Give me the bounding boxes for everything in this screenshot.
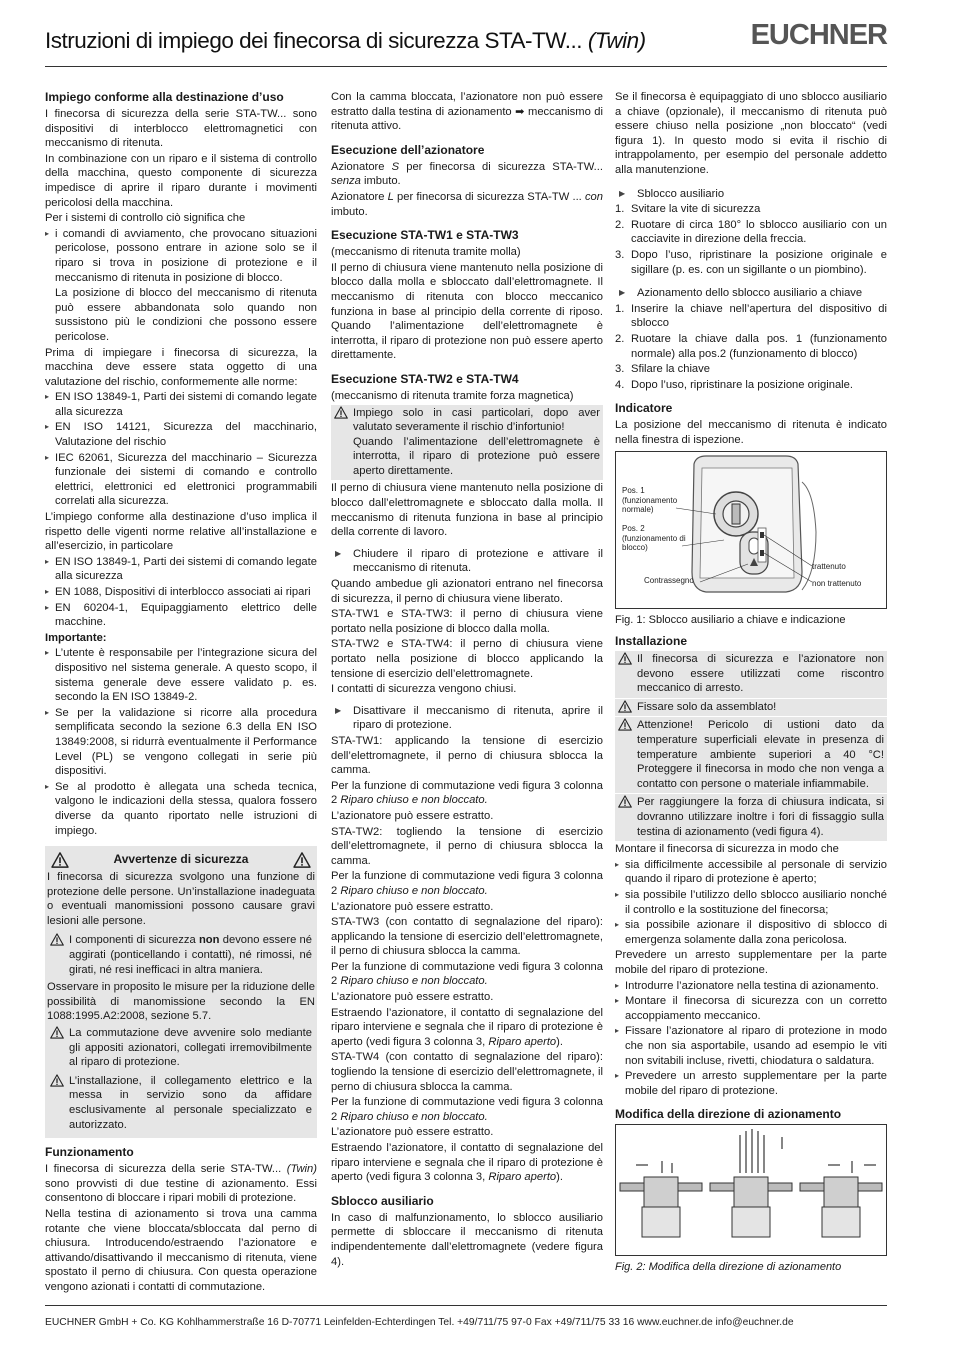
numbered-item: 3. Dopo l’uso, ripristinare la posizione originale e sigillare (p. es. con un sigillante o un piombino). [615, 248, 887, 276]
bullet-item: ▸ EN 60204-1, Equipaggiamento elettrico delle macchine. [45, 601, 317, 630]
paragraph: Per la funzione di commutazione vedi figura 3 colonna 2 Riparo chiuso e non bloccato. [331, 779, 603, 807]
warning-item: La commutazione deve avvenire solo mediante gli appositi azionatori, collegati irremovibilmente al riparo di protezione. [47, 1025, 315, 1072]
warning-icon [618, 652, 632, 665]
bullet-item: ▸ EN ISO 13849-1, Parti dei sistemi di comando legate alla sicurezza [45, 555, 317, 584]
actuation-direction-illustration [616, 1125, 886, 1255]
pos2-label: Pos. 2 (funzionamento di blocco) [622, 524, 686, 553]
safety-warnings-heading: Avvertenze di sicurezza [47, 848, 315, 870]
numbered-item: 2. Ruotare la chiave dalla pos. 1 (funzionamento normale) alla pos.2 (funzionamento di blocco) [615, 332, 887, 360]
bullet-item: ▸ IEC 62061, Sicurezza del macchinario – Sicurezza funzionale dei sistemi di comando e controllo elettrici, elettronici ed elettronici programmabili correlati alla sicurezza. [45, 451, 317, 509]
action-item: ▶ Disattivare il meccanismo di ritenuta, aprire il riparo di protezione. [331, 704, 603, 733]
contrassegno-label: Contrassegno [644, 576, 694, 586]
heading-indicatore: Indicatore [615, 401, 673, 416]
warning-item: Attenzione! Pericolo di ustioni dato da temperature superficiali elevate in presenza di temperature ambiente superiori a 40 °C! Proteggere il finecorsa in modo che non venga a contatto con persone o materiale infiammabile. [615, 717, 887, 793]
warning-icon [50, 1074, 64, 1087]
paragraph: STA-TW3 (con contatto di segnalazione del riparo): applicando la tensione di esercizio dell’elettromagnete, il perno di chiusura sblocca la camma. [331, 916, 603, 958]
safety-warnings-box [45, 846, 317, 1138]
warning-item: Fissare solo da assemblato! [615, 699, 887, 717]
heading-esecuzione-azionatore: Esecuzione dell’azionatore [331, 142, 485, 157]
paragraph: Azionatore L per finecorsa di sicurezza STA-TW ... con imbuto. [331, 190, 603, 218]
non-trattenuto-label: non trattenuto [812, 579, 862, 589]
paragraph: Il perno di chiusura viene mantenuto nella posizione di blocco dalla molla e sbloccato dall’elettromagnete. Il meccanismo di ritenuta con blocco meccanico funziona in base al principio della corrente di riposo. Quando l’alimentazione dell’elettromagnete è interrotta, il riparo di protezione non può essere aperto direttamente. [331, 261, 603, 362]
numbered-item: 1. Svitare la vite di sicurezza [615, 203, 761, 216]
page-footer: EUCHNER GmbH + Co. KG Kohlhammerstraße 16 D-70771 Leinfelden-Echterdingen Tel. +49/711/75 97-0 Fax +49/711/75 33 16 www.euchner.de info@euchner.de [45, 1317, 794, 1328]
bullet-item: ▸ EN ISO 14121, Sicurezza del macchinario, Valutazione del rischio [45, 420, 317, 449]
page-title: Istruzioni di impiego dei finecorsa di sicurezza STA-TW... (Twin) [45, 28, 646, 53]
header-rule [45, 66, 887, 67]
paragraph: Per i sistemi di controllo ciò significa che [45, 212, 246, 225]
figure-1-caption: Fig. 1: Sblocco ausiliario a chiave e indicazione [615, 614, 846, 627]
paragraph: Estraendo l’azionatore, il contatto di segnalazione del riparo interviene e segnala che il riparo di protezione è aperto (vedi figura 3 colonna 3, Riparo aperto). [331, 1142, 603, 1184]
paragraph: L’azionatore può essere estratto. [331, 1126, 494, 1139]
paragraph: STA-TW4 (con contatto di segnalazione del riparo): togliendo la tensione di esercizio dell’elettromagnete, il perno di chiusura sblocca la camma. [331, 1051, 603, 1093]
action-item: ▶ Azionamento dello sblocco ausiliario a chiave [615, 286, 887, 301]
paragraph: STA-TW1 e STA-TW3: il perno di chiusura viene portato nella posizione di blocco dalla molla. [331, 608, 603, 635]
paragraph: STA-TW1: applicando la tensione di esercizio dell’elettromagnete, il perno di chiusura sblocca la camma. [331, 734, 603, 777]
important-label: Importante: [45, 631, 107, 644]
action-item: ▶ Chiudere il riparo di protezione e attivare il meccanismo di ritenuta. [331, 547, 603, 576]
warning-item: Per raggiungere la forza di chiusura indicata, si dovranno utilizzare inoltre i fori di fissaggio sulla testina di azionamento (vedi figura 4). [615, 794, 887, 841]
subheading: (meccanismo di ritenuta tramite molla) [331, 246, 521, 259]
paragraph: Prevedere un arresto supplementare per la parte mobile del riparo di protezione. [615, 949, 887, 976]
footer-rule [45, 1305, 887, 1306]
column-3 [615, 90, 887, 1281]
paragraph: L’azionatore può essere estratto. [331, 809, 494, 822]
paragraph: Montare il finecorsa di sicurezza in modo che [615, 843, 839, 856]
bullet-item: ▸ sia difficilmente accessibile al personale di servizio quando il riparo di protezione è aperto; [615, 858, 887, 887]
heading-funzionamento: Funzionamento [45, 1145, 134, 1160]
warning-icon [50, 1026, 64, 1039]
heading-tw1-tw3: Esecuzione STA-TW1 e STA-TW3 [331, 228, 519, 243]
bullet-item: ▸ Fissare l’azionatore al riparo di protezione in modo che non sia asportabile, usando ad esempio le viti non svitabili incluse, rivetti, chiodatura o saldatura. [615, 1024, 887, 1068]
heading-installazione: Installazione [615, 634, 688, 649]
indented-paragraph: La posizione di blocco del meccanismo di ritenuta può essere abbandonata solo quando non sussistono più le condizioni che possono essere pericolose. [55, 287, 317, 343]
numbered-item: 2. Ruotare di circa 180° lo sblocco ausiliario con un cacciavite in direzione della freccia. [615, 218, 887, 246]
warning-icon [618, 700, 632, 713]
paragraph: Nella testina di azionamento si trova una camma rotante che viene bloccata/sbloccata dal perno di chiusura. Introducendo/estraendo l’azionatore e attivando/disattivando il meccanismo di ritenuta, viene spostato il perno di chiusura. Con questa operazione vengono azionati i contatti di commutazione. [45, 1207, 317, 1293]
paragraph: I finecorsa di sicurezza della serie STA-TW... (Twin) sono provvisti di due testine di azionamento. Essi consentono di bloccare i ripari mobili di protezione. [45, 1163, 317, 1205]
paragraph: STA-TW2: togliendo la tensione di esercizio dell’elettromagnete, il perno di chiusura sblocca la camma. [331, 825, 603, 867]
paragraph: L’azionatore può essere estratto. [331, 900, 494, 913]
paragraph: Con la camma bloccata, l’azionatore non può essere estratto dalla testina di azionamento ➡ meccanismo di ritenuta attivo. [331, 91, 603, 133]
warning-item: Impiego solo in casi particolari, dopo aver valutato severamente il rischio d’infortunio! Quando l’alimentazione dell’elettromagnete è interrotta, il riparo di protezione può essere aperto direttamente. [331, 405, 603, 481]
paragraph: Per la funzione di commutazione vedi figura 3 colonna 2 Riparo chiuso e non bloccato. [331, 1096, 603, 1123]
warning-item: I componenti di sicurezza non devono essere né aggirati (ponticellando i contatti), né rimossi, né girati, né resi inefficaci in altra maniera. [47, 932, 315, 979]
figure-2-caption: Fig. 2: Modifica della direzione di azionamento [615, 1261, 842, 1274]
warning-item: Il finecorsa di sicurezza e l’azionatore non devono essere utilizzati come riscontro meccanico di arresto. [615, 651, 887, 698]
figure-1 [615, 451, 887, 609]
heading-tw2-tw4: Esecuzione STA-TW2 e STA-TW4 [331, 371, 519, 386]
euchner-logo: EUCHNER [750, 19, 887, 51]
heading-sblocco-ausiliario: Sblocco ausiliario [331, 1193, 434, 1208]
paragraph: Se il finecorsa è equipaggiato di uno sblocco ausiliario a chiave (opzionale), il meccanismo di ritenuta può essere chiuso nella posizione „non bloccato“ (vedi figura 1). In questo modo si evita il rischio di intrappolamento, per esempio del personale addetto alla manutenzione. [615, 91, 887, 176]
paragraph: Il perno di chiusura viene mantenuto nella posizione di blocco dall’elettromagnete e sbloccato dalla molla. Il meccanismo di ritenuta funziona in base al principio della corrente di lavoro. [331, 482, 603, 539]
bullet-item: ▸ EN ISO 13849-1, Parti dei sistemi di comando legate alla sicurezza [45, 390, 317, 419]
paragraph: I finecorsa di sicurezza della serie STA-TW... sono dispositivi di interblocco elettromagnetici con meccanismo di ritenuta. [45, 108, 317, 150]
warning-icon [334, 406, 348, 419]
paragraph: STA-TW2 e STA-TW4: il perno di chiusura viene portato nella posizione di blocco applicando la tensione di esercizio dell’elettromagnete. [331, 638, 603, 680]
warning-icon [51, 852, 69, 868]
warning-icon [50, 933, 64, 946]
figure-2 [615, 1124, 887, 1256]
column-2 [331, 90, 603, 1270]
bullet-item: ▸ Introdurre l’azionatore nella testina di azionamento. [615, 979, 887, 994]
paragraph: Quando ambedue gli azionatori entrano nel finecorsa di sicurezza, il perno di chiusura viene liberato. [331, 578, 603, 605]
page-header [45, 19, 887, 66]
bullet-item: ▸ EN 1088, Dispositivi di interblocco associati ai ripari [45, 585, 317, 600]
paragraph: Prima di impiegare i finecorsa di sicurezza, la macchina deve essere stata oggetto di una valutazione del rischio, conformemente alle norme: [45, 346, 317, 388]
numbered-item: 3. Sfilare la chiave [615, 363, 710, 376]
paragraph: L’impiego conforme alla destinazione d’uso implica il rispetto delle vigenti norme relative all’installazione e all’esercizio, in particolare [45, 511, 317, 553]
warning-icon [618, 718, 632, 731]
heading-modifica-direzione: Modifica della direzione di azionamento [615, 1107, 842, 1122]
bullet-item: ▸ L’utente è responsabile per l’integrazione sicura del dispositivo nel sistema generale. A questo scopo, il sistema generale deve essere validato p. es. secondo la EN ISO 13849-2. [45, 646, 317, 704]
pos1-label: Pos. 1 (funzionamento normale) [622, 486, 678, 515]
bullet-item: ▸ Se per la validazione si ricorre alla procedura semplificata secondo la sezione 6.3 della EN ISO 13849:2008, si ridurrà eventualmente il Performance Level (PL) se vengono collegati in serie più dispositivi. [45, 706, 317, 779]
paragraph: Per la funzione di commutazione vedi figura 3 colonna 2 Riparo chiuso e non bloccato. [331, 870, 603, 897]
bullet-item: ▸ sia possibile l’utilizzo dello sblocco ausiliario nonché il controllo e la sostituzione del finecorsa; [615, 888, 887, 917]
paragraph: I contatti di sicurezza vengono chiusi. [331, 683, 517, 696]
bullet-item: ▸ Montare il finecorsa di sicurezza con un corretto accoppiamento meccanico. [615, 994, 887, 1023]
column-1 [45, 90, 317, 1296]
subheading: (meccanismo di ritenuta tramite forza magnetica) [331, 389, 574, 402]
warning-icon [618, 795, 632, 808]
paragraph: La posizione del meccanismo di ritenuta è indicato nella finestra di ispezione. [615, 419, 887, 446]
bullet-item: ▸ i comandi di avviamento, che provocano situazioni pericolose, possono entrare in azione solo se il riparo si trova in posizione di protezione e il meccanismo di ritenuta in posizione di blocco. [45, 227, 317, 285]
heading-impiego: Impiego conforme alla destinazione d’uso [45, 90, 284, 104]
paragraph: In combinazione con un riparo e il sistema di controllo della macchina, questo componente di sicurezza impedisce di aprire il riparo durante i movimenti pericolosi della macchina. [45, 152, 317, 209]
paragraph: Per la funzione di commutazione vedi figura 3 colonna 2 Riparo chiuso e non bloccato. [331, 960, 603, 988]
paragraph: In caso di malfunzionamento, lo sblocco ausiliario permette di sbloccare il meccanismo di ritenuta indipendentemente dall’elettromagnete (vedere figura 4). [331, 1211, 603, 1268]
paragraph: I finecorsa di sicurezza svolgono una funzione di protezione delle persone. Un’installazione inadeguata o eventuali manomissioni possono causare gravi lesioni alle persone. [47, 871, 315, 927]
numbered-item: 1. Inserire la chiave nell’apertura del dispositivo di sblocco [615, 302, 887, 330]
warning-item: L’installazione, il collegamento elettrico e la messa in servizio sono da affidare esclusivamente al personale specializzato e autorizzato. [47, 1073, 315, 1134]
numbered-item: 4. Dopo l’uso, ripristinare la posizione originale. [615, 378, 854, 391]
paragraph: L’azionatore può essere estratto. [331, 991, 494, 1004]
warning-icon [293, 852, 311, 868]
paragraph: Osservare in proposito le misure per la riduzione delle possibilità di manomissione secondo la EN 1088:1995.A2:2008, sezione 5.7. [47, 981, 315, 1023]
bullet-item: ▸ Se al prodotto è allegata una scheda tecnica, valgono le indicazioni della stessa, qualora fossero diverse da quanto riportato nelle istruzioni di impiego. [45, 780, 317, 838]
bullet-item: ▸ sia possibile azionare il dispositivo di sblocco di emergenza solamente dalla zona pericolosa. [615, 918, 887, 947]
trattenuto-label: trattenuto [812, 562, 846, 572]
action-item: ▶ Sblocco ausiliario [615, 187, 887, 202]
paragraph: Estraendo l’azionatore, il contatto di segnalazione del riparo interviene e segnala che il riparo di protezione è aperto (vedi figura 3 colonna 3, Riparo aperto). [331, 1006, 603, 1048]
paragraph: Azionatore S per finecorsa di sicurezza STA-TW... senza imbuto. [331, 160, 604, 188]
bullet-item: ▸ Prevedere un arresto supplementare per la parte mobile del riparo di protezione. [615, 1069, 887, 1098]
